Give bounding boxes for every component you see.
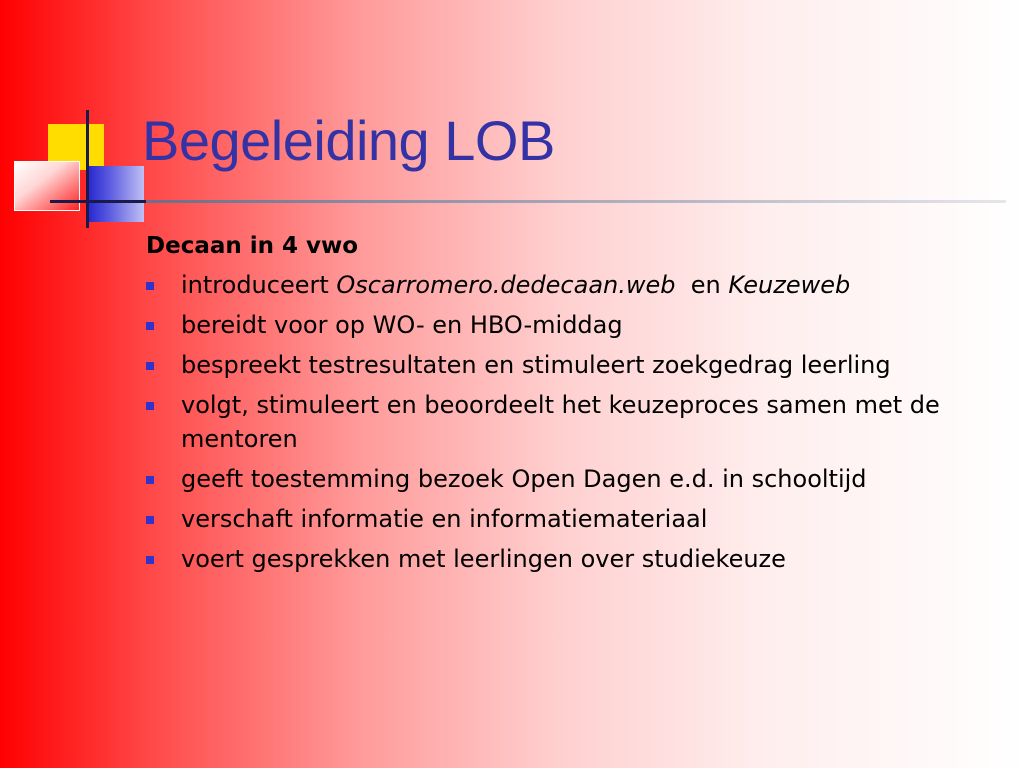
square-bullet-icon <box>146 362 154 370</box>
blue-square-decoration <box>86 166 144 222</box>
square-bullet-icon <box>146 516 154 524</box>
vertical-rule <box>86 110 89 228</box>
text-fragment: en <box>675 270 729 299</box>
bullet-list <box>146 268 1006 576</box>
bullet-item <box>146 462 1006 496</box>
red-square-decoration <box>14 161 80 211</box>
bullet-text: volgt, stimuleert en beoordeelt het keuzeproces samen met de mentoren <box>181 390 940 453</box>
text-fragment: introduceert <box>181 270 337 299</box>
square-bullet-icon <box>146 322 154 330</box>
bullet-item <box>146 542 1006 576</box>
bullet-item <box>146 308 1006 342</box>
bullet-text: geeft toestemming bezoek Open Dagen e.d. in schooltijd <box>181 464 867 493</box>
square-bullet-icon <box>146 402 154 410</box>
bullet-item <box>146 502 1006 536</box>
square-bullet-icon <box>146 476 154 484</box>
slide-body <box>146 232 1006 582</box>
italic-term: Oscarromero.dedecaan.web <box>336 270 676 299</box>
bullet-text <box>181 271 850 299</box>
title-underline <box>146 200 1006 203</box>
bullet-text: bespreekt testresultaten en stimuleert zoekgedrag leerling <box>181 350 891 379</box>
subheading: Decaan in 4 vwo <box>146 233 359 259</box>
bullet-item <box>146 268 1006 302</box>
square-bullet-icon <box>146 556 154 564</box>
bullet-item <box>146 348 1006 382</box>
horizontal-rule-short <box>50 200 146 203</box>
bullet-text: verschaft informatie en informatiemateriaal <box>181 504 708 533</box>
square-bullet-icon <box>146 282 154 290</box>
bullet-text: voert gesprekken met leerlingen over studiekeuze <box>181 544 786 573</box>
slide-title: Begeleiding LOB <box>142 109 555 172</box>
italic-term: Keuzeweb <box>728 270 851 299</box>
bullet-item <box>146 388 1006 456</box>
bullet-text: bereidt voor op WO- en HBO-middag <box>181 310 623 339</box>
